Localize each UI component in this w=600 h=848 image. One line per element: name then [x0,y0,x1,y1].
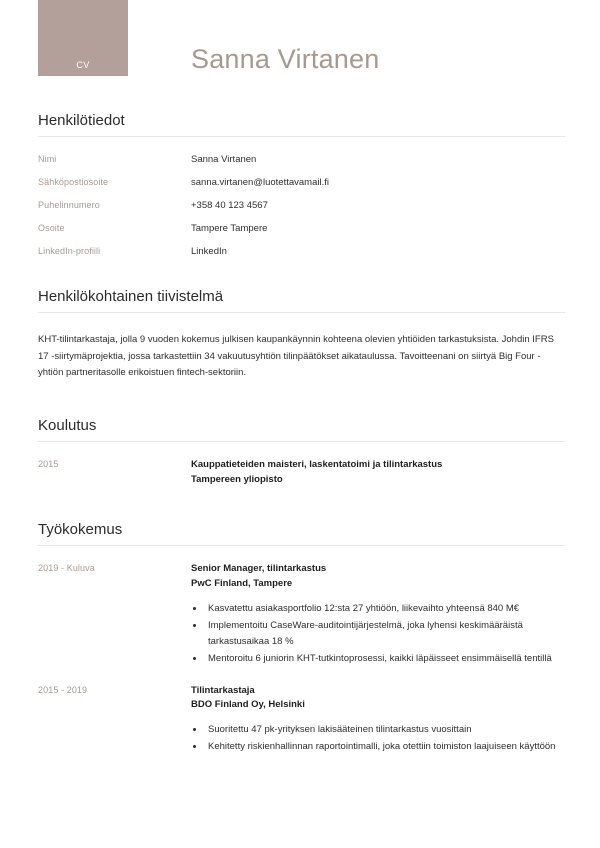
photo-placeholder-label: CV [76,60,90,70]
section-experience [0,521,600,756]
detail-value-email: sanna.virtanen@luotettavamail.fi [191,177,329,188]
entry-bullet-list [191,601,565,667]
entry-bullet-list [191,722,565,755]
page-title: Sanna Virtanen [191,44,380,74]
entry-date: 2015 - 2019 [38,684,88,695]
detail-row [38,246,565,257]
personal-details-list [38,154,565,257]
detail-value-name: Sanna Virtanen [191,154,257,165]
entry-body [191,684,565,756]
detail-value-phone: +358 40 123 4567 [191,200,268,211]
education-entry [38,458,565,487]
section-education [0,417,600,487]
section-heading-education: Koulutus [38,416,97,434]
section-divider [38,545,565,546]
detail-row [38,223,565,234]
detail-label-address: Osoite [38,223,65,233]
detail-label-linkedin: LinkedIn-profiili [38,246,101,256]
list-item: • Suoritettu 47 pk-yrityksen lakisääteinen tilintarkastus vuosittain [205,722,565,738]
list-item: • Kasvatettu asiakasportfolio 12:sta 27 yhtiöön, liikevaihto yhteensä 840 M€ [205,601,565,617]
detail-row [38,154,565,165]
education-entries [38,458,565,487]
entry-body [191,562,565,667]
entry-organisation: BDO Finland Oy, Helsinki [191,699,305,711]
photo-placeholder [38,0,128,76]
section-divider [38,312,565,313]
entry-organisation: Tampereen yliopisto [191,473,283,485]
summary-paragraph: KHT-tilintarkastaja, jolla 9 vuoden kokemus julkisen kaupankäynnin kohteena olevien yhtiöiden tarkastuksista. Johdin IFRS 17 -siirtymäprojektia, jossa tarkastettiin 34 vakuutusyhtiön tilinpäätökset aikataulussa. Tavoitteenani on siirtyä Big Four -yhtiön partneritasolle erikoistuen fintech-sektoriin. [38,334,554,379]
entry-date: 2015 [38,458,59,469]
detail-label-name: Nimi [38,154,57,164]
cv-header [0,0,600,76]
detail-value-linkedin: LinkedIn [191,246,227,257]
section-heading-summary: Henkilökohtainen tiivistelmä [38,288,224,305]
list-item: • Kehitetty riskienhallinnan raportointimalli, joka otettiin toimiston laajuiseen käyttöön [205,739,565,755]
section-summary [0,288,600,382]
detail-row [38,177,565,188]
entry-organisation: PwC Finland, Tampere [191,578,293,590]
section-divider [38,441,565,442]
entry-title: Senior Manager, tilintarkastus [191,563,327,575]
list-item: • Mentoroitu 6 juniorin KHT-tutkintoprosessi, kaikki läpäisseet ensimmäisellä tentillä [205,651,565,667]
entry-title: Kauppatieteiden maisteri, laskentatoimi ja tilintarkastus [191,458,443,470]
section-personal-details [0,112,600,257]
entry-body [191,458,565,487]
experience-entry [38,562,565,667]
entry-date: 2019 - Kuluva [38,563,95,574]
detail-label-phone: Puhelinnumero [38,200,100,210]
section-heading-experience: Työkokemus [38,521,123,539]
detail-label-email: Sähköpostiosoite [38,177,109,187]
detail-row [38,200,565,211]
list-item: • Implementoitu CaseWare-auditointijärjestelmä, joka lyhensi keskimääräistä tarkastusaikaa 18 % [205,618,565,650]
experience-entries [38,562,565,756]
name-block [128,0,600,75]
entry-title: Tilintarkastaja [191,684,255,696]
section-divider [38,136,565,137]
detail-value-address: Tampere Tampere [191,223,268,234]
section-heading-personal: Henkilötiedot [38,112,125,129]
experience-entry [38,684,565,756]
